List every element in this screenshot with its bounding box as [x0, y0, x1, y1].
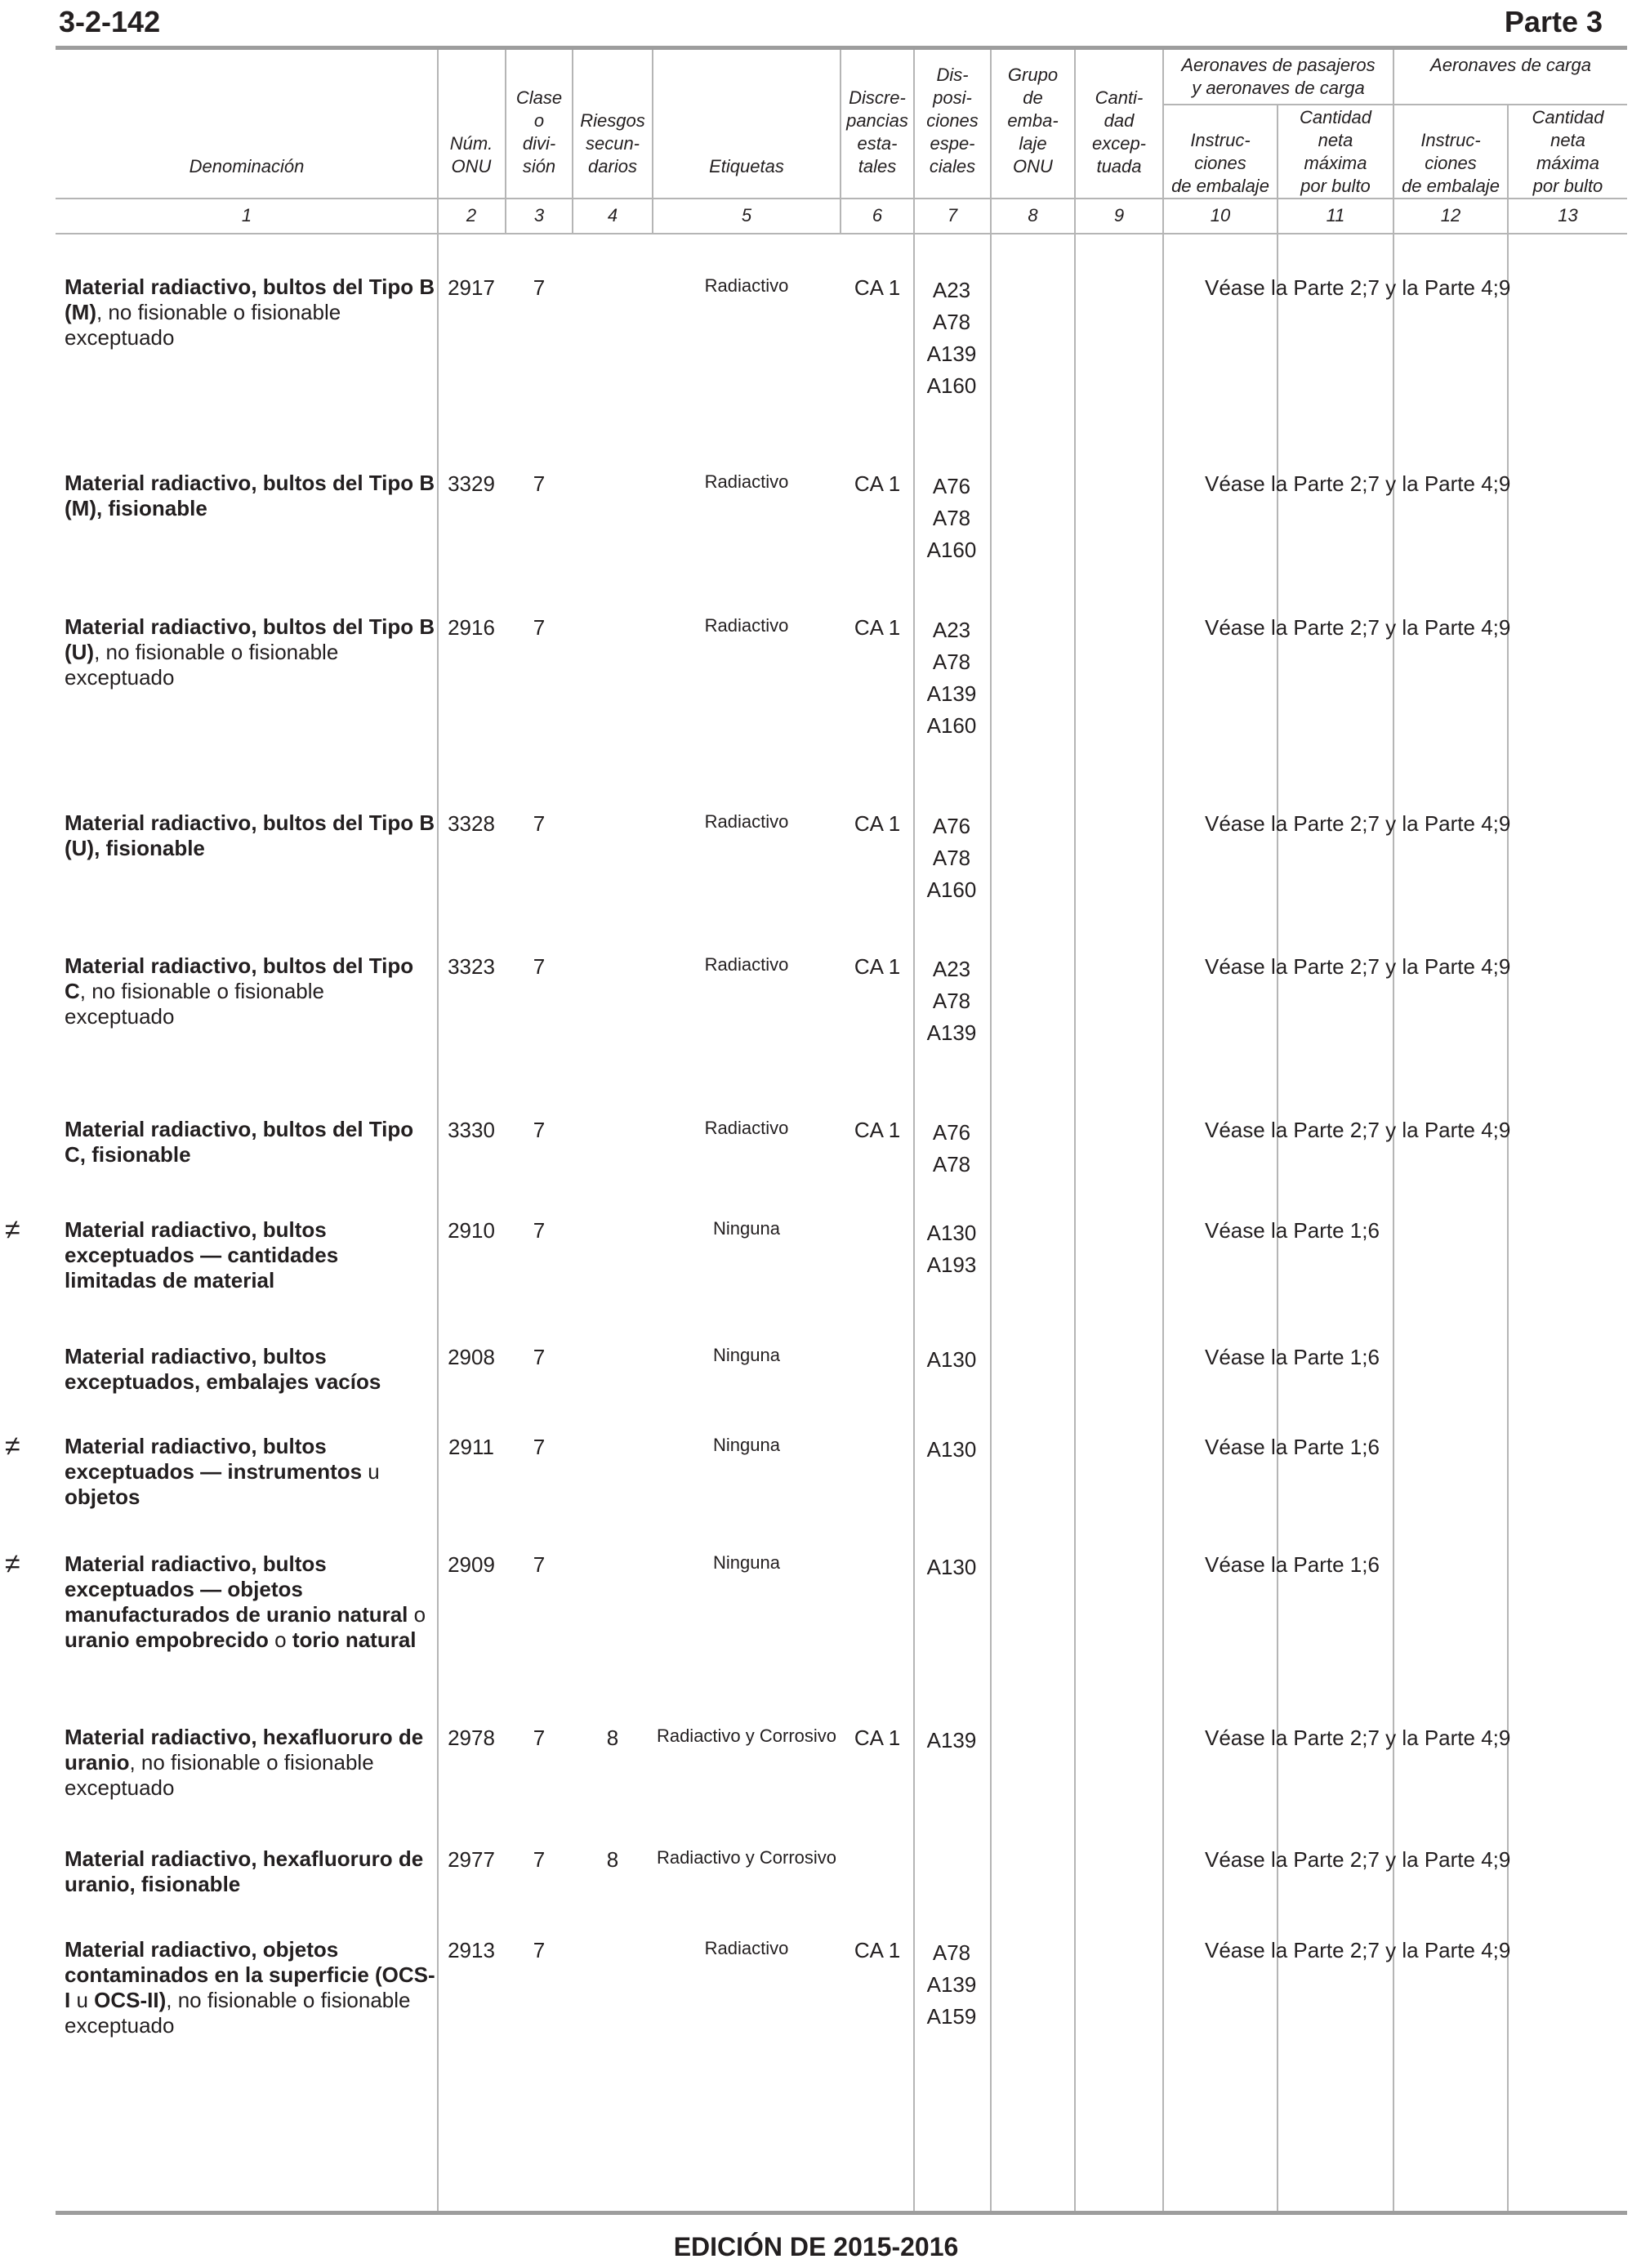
entry-name — [65, 1551, 436, 1653]
header-discrepancias: Discre- pancias esta- tales — [846, 87, 908, 176]
entry-name-bold: Material radiactivo, bultos del Tipo C — [65, 953, 414, 1003]
see-reference: Véase la Parte 2;7 y la Parte 4;9 — [1205, 1118, 1511, 1142]
class-division: 7 — [533, 1726, 546, 1750]
header-cantidad-exceptuada: Canti- dad excep- tuada — [1091, 87, 1147, 176]
bottom-rule — [56, 2211, 1627, 2215]
entry-name-text: , no fisionable o fisionable exceptuado — [65, 640, 339, 690]
entry-name — [65, 1344, 436, 1395]
un-number: 2913 — [448, 1938, 495, 1962]
header-cantidad-pax: Cantidad neta máxima por bulto — [1299, 107, 1372, 196]
entry-name-bold: objetos — [65, 1484, 140, 1509]
column-number: 9 — [1113, 205, 1125, 225]
part-label: Parte 3 — [1504, 5, 1603, 38]
special-provisions — [915, 471, 988, 566]
see-reference: Véase la Parte 2;7 y la Parte 4;9 — [1205, 275, 1511, 300]
change-marker-icon: ≠ — [5, 1431, 20, 1462]
entry-name-bold: Material radiactivo, bultos exceptuados — cantidades limitadas de material — [65, 1217, 339, 1292]
special-provision: A23 — [932, 957, 971, 981]
column-number: 8 — [1028, 205, 1038, 225]
header-etiquetas: Etiquetas — [709, 156, 784, 176]
header-carga-group: Aeronaves de carga — [1430, 55, 1591, 75]
hazard-labels: Radiactivo y Corrosivo — [656, 1847, 837, 1868]
special-provision: A130 — [926, 1437, 977, 1462]
column-number: 5 — [741, 205, 752, 225]
column-number: 1 — [241, 205, 252, 225]
special-provisions — [915, 810, 988, 906]
entry-name-bold: Material radiactivo, bultos del Tipo C, fisionable — [65, 1117, 414, 1167]
entry-name — [65, 1217, 436, 1293]
special-provision: A160 — [926, 373, 977, 398]
hazard-labels: Radiactivo y Corrosivo — [656, 1726, 837, 1746]
special-provision: A78 — [932, 1940, 971, 1965]
header-num-onu: Núm. ONU — [449, 133, 493, 176]
state-variation: CA 1 — [854, 954, 901, 979]
special-provisions — [915, 953, 988, 1049]
header-pasajeros-group: Aeronaves de pasajeros y aeronaves de carga — [1181, 55, 1376, 98]
hazard-labels: Ninguna — [713, 1552, 780, 1573]
entry-name-bold: torio natural — [292, 1627, 417, 1652]
see-reference: Véase la Parte 1;6 — [1205, 1345, 1380, 1369]
page-number: 3-2-142 — [59, 5, 161, 38]
entry-name — [65, 1434, 436, 1510]
entry-name-bold: Material radiactivo, hexafluoruro de uranio, fisionable — [65, 1846, 424, 1896]
entry-name — [65, 471, 436, 521]
see-reference: Véase la Parte 2;7 y la Parte 4;9 — [1205, 471, 1511, 496]
entry-name-text: o — [408, 1602, 426, 1627]
entry-name — [65, 1117, 436, 1167]
special-provision: A76 — [932, 1120, 971, 1145]
entry-name-text: , no fisionable o fisionable exceptuado — [65, 1988, 411, 2038]
class-division: 7 — [533, 1345, 546, 1369]
special-provision: A193 — [926, 1252, 977, 1277]
hazard-labels: Radiactivo — [704, 811, 789, 832]
special-provisions — [915, 1217, 988, 1281]
entry-name-bold: Material radiactivo, bultos exceptuados, embalajes vacíos — [65, 1344, 381, 1394]
special-provisions — [915, 1344, 988, 1376]
see-reference: Véase la Parte 1;6 — [1205, 1218, 1380, 1243]
header-disposiciones: Dis- posi- ciones espe- ciales — [926, 65, 979, 176]
see-reference: Véase la Parte 2;7 y la Parte 4;9 — [1205, 1847, 1511, 1872]
special-provision: A78 — [932, 1152, 971, 1176]
hazard-labels: Ninguna — [713, 1435, 780, 1455]
entry-name-bold: Material radiactivo, objetos contaminados en la superficie (OCS-I — [65, 1937, 435, 2012]
hazard-labels: Ninguna — [713, 1218, 780, 1239]
special-provisions — [915, 1551, 988, 1583]
entry-name — [65, 1846, 436, 1897]
entry-name-bold: Material radiactivo, bultos del Tipo B (U), fisionable — [65, 810, 435, 860]
column-number: 2 — [466, 205, 477, 225]
state-variation: CA 1 — [854, 811, 901, 836]
un-number: 2916 — [448, 615, 495, 640]
state-variation: CA 1 — [854, 1118, 901, 1142]
class-division: 7 — [533, 1552, 546, 1577]
group-header-line — [1162, 104, 1627, 105]
special-provision: A78 — [932, 650, 971, 674]
state-variation: CA 1 — [854, 615, 901, 640]
un-number: 2978 — [448, 1726, 495, 1750]
un-number: 2910 — [448, 1218, 495, 1243]
special-provisions — [915, 1725, 988, 1757]
entry-name — [65, 275, 436, 350]
column-number: 6 — [872, 205, 883, 225]
see-reference: Véase la Parte 2;7 y la Parte 4;9 — [1205, 811, 1511, 836]
body-divider-instructions — [1162, 234, 1164, 2211]
hazard-labels: Radiactivo — [704, 954, 789, 975]
header-grupo: Grupo de emba- laje ONU — [1007, 65, 1059, 176]
special-provision: A139 — [926, 1020, 977, 1045]
state-variation: CA 1 — [854, 1726, 901, 1750]
entry-name-text: , no fisionable o fisionable exceptuado — [65, 1750, 374, 1800]
class-division: 7 — [533, 471, 546, 496]
special-provision: A139 — [926, 1972, 977, 1997]
header-clase: Clase o divi- sión — [515, 87, 563, 176]
entry-name — [65, 810, 436, 861]
special-provision: A78 — [932, 989, 971, 1013]
un-number: 2909 — [448, 1552, 495, 1577]
column-number: 10 — [1210, 205, 1231, 225]
special-provision: A23 — [932, 618, 971, 642]
class-division: 7 — [533, 275, 546, 300]
hazard-labels: Radiactivo — [704, 275, 789, 296]
special-provision: A159 — [926, 2004, 977, 2029]
see-reference: Véase la Parte 2;7 y la Parte 4;9 — [1205, 1726, 1511, 1750]
top-rule — [56, 46, 1627, 50]
entry-name-bold: Material radiactivo, hexafluoruro de uranio — [65, 1725, 424, 1775]
un-number: 2917 — [448, 275, 495, 300]
entry-name — [65, 614, 436, 690]
un-number: 3330 — [448, 1118, 495, 1142]
un-number: 2977 — [448, 1847, 495, 1872]
see-reference: Véase la Parte 2;7 y la Parte 4;9 — [1205, 615, 1511, 640]
header-instrucciones-carga: Instruc- ciones de embalaje — [1402, 130, 1500, 196]
entry-name-bold: Material radiactivo, bultos del Tipo B (M), fisionable — [65, 471, 435, 520]
un-number: 3328 — [448, 811, 495, 836]
see-reference: Véase la Parte 2;7 y la Parte 4;9 — [1205, 1938, 1511, 1962]
state-variation: CA 1 — [854, 275, 901, 300]
special-provisions — [915, 1117, 988, 1181]
subsidiary-risk: 8 — [606, 1847, 619, 1872]
special-provision: A139 — [926, 681, 977, 706]
special-provision: A160 — [926, 538, 977, 562]
header-riesgos: Riesgos secun- darios — [580, 110, 645, 176]
see-reference: Véase la Parte 2;7 y la Parte 4;9 — [1205, 954, 1511, 979]
class-division: 7 — [533, 1435, 546, 1459]
special-provision: A76 — [932, 814, 971, 838]
subsidiary-risk: 8 — [606, 1726, 619, 1750]
special-provision: A23 — [932, 278, 971, 302]
state-variation: CA 1 — [854, 471, 901, 496]
entry-name-text: u — [362, 1459, 380, 1484]
edition-footer: EDICIÓN DE 2015-2016 — [673, 2232, 959, 2261]
see-reference: Véase la Parte 1;6 — [1205, 1552, 1380, 1577]
special-provision: A78 — [932, 310, 971, 334]
un-number: 3323 — [448, 954, 495, 979]
special-provision: A78 — [932, 846, 971, 870]
entry-name-text: , no fisionable o fisionable exceptuado — [65, 300, 341, 350]
special-provision: A130 — [926, 1555, 977, 1579]
special-provision: A139 — [926, 1728, 977, 1752]
header-denominacion: Denominación — [189, 156, 305, 176]
class-division: 7 — [533, 1218, 546, 1243]
entry-name — [65, 953, 436, 1029]
entry-name-bold: Material radiactivo, bultos exceptuados — instrumentos — [65, 1434, 363, 1484]
special-provision: A130 — [926, 1221, 977, 1245]
special-provision: A160 — [926, 713, 977, 738]
entry-name-bold: Material radiactivo, bultos del Tipo B (U) — [65, 614, 435, 664]
special-provision: A130 — [926, 1347, 977, 1372]
body-divider-group — [990, 234, 992, 2211]
special-provisions — [915, 1434, 988, 1466]
header-cantidad-carga: Cantidad neta máxima por bulto — [1532, 107, 1604, 196]
class-division: 7 — [533, 811, 546, 836]
state-variation: CA 1 — [854, 1938, 901, 1962]
column-number-line — [56, 233, 1627, 234]
entry-name-bold: uranio empobrecido — [65, 1627, 269, 1652]
special-provision: A139 — [926, 342, 977, 366]
special-provisions — [915, 275, 988, 402]
class-division: 7 — [533, 1938, 546, 1962]
un-number: 3329 — [448, 471, 495, 496]
class-division: 7 — [533, 615, 546, 640]
entry-name-bold: Material radiactivo, bultos del Tipo B (M) — [65, 275, 435, 324]
entry-name-text: u — [70, 1988, 95, 2012]
column-number: 7 — [947, 205, 958, 225]
class-division: 7 — [533, 1847, 546, 1872]
un-number: 2908 — [448, 1345, 495, 1369]
column-number: 4 — [607, 205, 618, 225]
see-reference: Véase la Parte 1;6 — [1205, 1435, 1380, 1459]
entry-name — [65, 1937, 436, 2038]
entry-name-text: , no fisionable o fisionable exceptuado — [65, 979, 324, 1029]
special-provisions — [915, 1937, 988, 2033]
header-bottom-line — [56, 198, 1627, 199]
column-number: 12 — [1440, 205, 1461, 225]
change-marker-icon: ≠ — [5, 1214, 20, 1245]
un-number: 2911 — [448, 1435, 494, 1459]
special-provision: A160 — [926, 877, 977, 902]
entry-name-bold: Material radiactivo, bultos exceptuados — objetos manufacturados de uranio natural — [65, 1551, 408, 1627]
column-number: 13 — [1558, 205, 1578, 225]
change-marker-icon: ≠ — [5, 1548, 20, 1579]
column-number: 3 — [533, 205, 545, 225]
special-provision: A78 — [932, 506, 971, 530]
class-division: 7 — [533, 954, 546, 979]
body-divider-excepted — [1074, 234, 1076, 2211]
special-provision: A76 — [932, 474, 971, 498]
column-number: 11 — [1326, 205, 1345, 225]
hazard-labels: Radiactivo — [704, 471, 789, 492]
entry-name — [65, 1725, 436, 1801]
hazard-labels: Radiactivo — [704, 615, 789, 636]
hazard-labels: Radiactivo — [704, 1938, 789, 1958]
hazard-labels: Ninguna — [713, 1345, 780, 1365]
entry-name-bold: OCS-II) — [94, 1988, 167, 2012]
hazard-labels: Radiactivo — [704, 1118, 789, 1138]
entry-name-text: o — [268, 1627, 292, 1652]
special-provisions — [915, 614, 988, 742]
class-division: 7 — [533, 1118, 546, 1142]
header-instrucciones-pax: Instruc- ciones de embalaje — [1171, 130, 1269, 196]
